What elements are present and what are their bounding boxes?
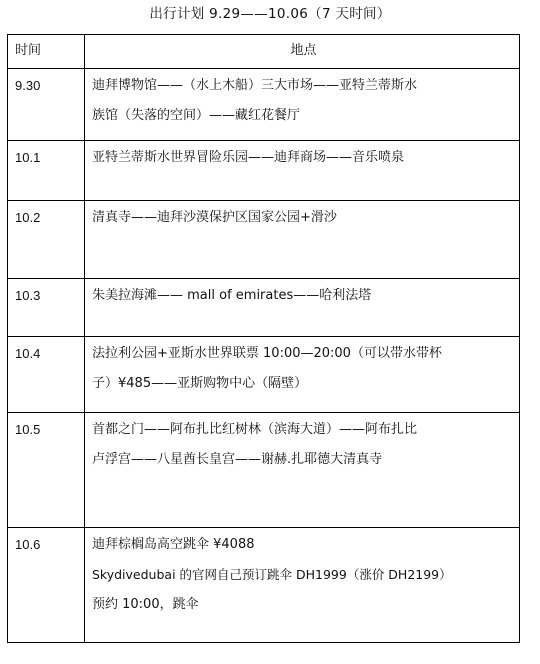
row-time: 10.2 xyxy=(8,201,85,279)
row-time: 10.6 xyxy=(8,528,85,643)
row-places xyxy=(85,337,520,413)
row-places xyxy=(85,528,520,643)
row-place-line: 法拉利公园+亚斯水世界联票 10:00—20:00（可以带水带杯 xyxy=(92,346,442,361)
row-place-line: 清真寺——迪拜沙漠保护区国家公园+滑沙 xyxy=(92,210,337,225)
row-place-line: 子）¥485——亚斯购物中心（隔壁） xyxy=(92,376,308,391)
row-place-line: Skydivedubai 的官网自己预订跳伞 DH1999（涨价 DH2199） xyxy=(92,567,452,582)
header-place: 地点 xyxy=(85,35,520,69)
row-place-line: 预约 10:00，跳伞 xyxy=(92,597,199,612)
header-time: 时间 xyxy=(8,35,85,69)
table-row xyxy=(8,337,520,413)
document-title: 出行计划 9.29——10.06（7 天时间） xyxy=(149,6,391,22)
row-time: 10.4 xyxy=(8,337,85,413)
row-time: 9.30 xyxy=(8,69,85,141)
table-row xyxy=(8,201,520,279)
row-place-line: 迪拜棕榈岛高空跳伞 ¥4088 xyxy=(92,537,255,552)
row-place-line: 亚特兰蒂斯水世界冒险乐园——迪拜商场——音乐喷泉 xyxy=(92,150,405,165)
row-places xyxy=(85,413,520,528)
table-header-row xyxy=(8,35,520,69)
row-places xyxy=(85,141,520,201)
row-time: 10.5 xyxy=(8,413,85,528)
table-row xyxy=(8,69,520,141)
row-place-line: 族馆（失落的空间）——藏红花餐厅 xyxy=(92,108,301,123)
row-place-line: 卢浮宫——八星酋长皇宫——谢赫.扎耶德大清真寺 xyxy=(92,452,383,467)
row-places xyxy=(85,201,520,279)
row-place-line: 朱美拉海滩—— mall of emirates——哈利法塔 xyxy=(92,288,372,303)
row-place-line: 首都之门——阿布扎比红树林（滨海大道）——阿布扎比 xyxy=(92,422,418,437)
table-row xyxy=(8,141,520,201)
itinerary-table xyxy=(7,34,520,643)
row-time: 10.1 xyxy=(8,141,85,201)
row-time: 10.3 xyxy=(8,279,85,337)
row-places xyxy=(85,279,520,337)
table-row xyxy=(8,528,520,643)
table-row xyxy=(8,279,520,337)
row-places xyxy=(85,69,520,141)
row-place-line: 迪拜博物馆——（水上木船）三大市场——亚特兰蒂斯水 xyxy=(92,78,418,93)
table-row xyxy=(8,413,520,528)
